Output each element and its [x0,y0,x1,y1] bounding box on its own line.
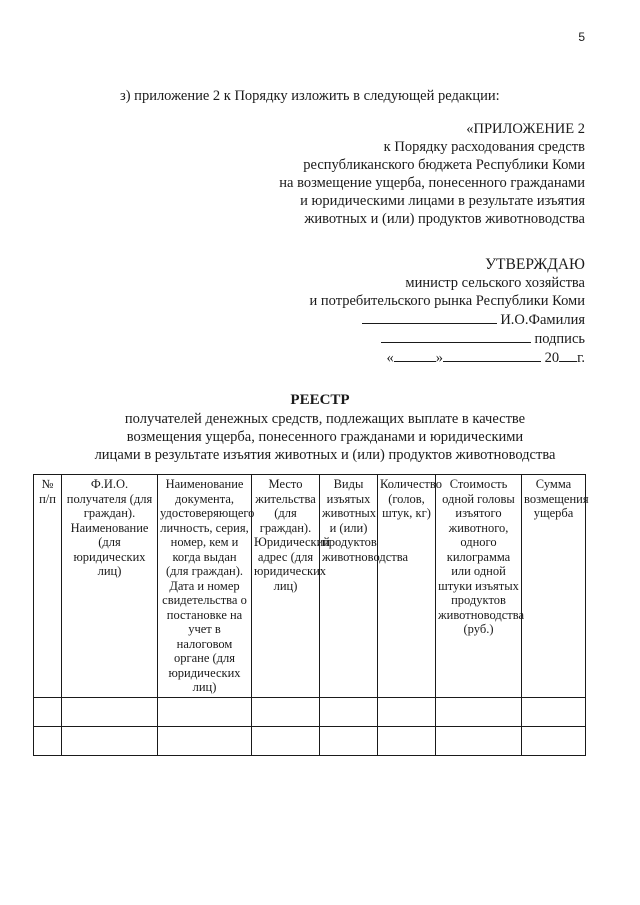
table-header-row [34,475,586,698]
annex-line: на возмещение ущерба, понесенного гражданами [279,175,585,191]
table-cell [158,726,252,755]
header-animal-types: Виды изъятых животных и (или) продуктов животноводства [320,475,378,698]
approval-date-row [310,348,585,367]
registry-subtitle-line: получателей денежных средств, подлежащих выплате в качестве [124,411,526,427]
header-address: Место жительства (для граждан). Юридический адрес (для юридических лиц) [252,475,320,698]
approval-signature-row [310,329,585,348]
approver-name: И.О.Фамилия [500,312,585,328]
header-compensation-sum: Сумма возмещения ущерба [522,475,586,698]
intro-paragraph: з) приложение 2 к Порядку изложить в следующей редакции: [120,88,500,104]
date-close-quote: » [435,350,443,366]
table-cell [34,726,62,755]
annex-header [279,120,585,228]
table-cell [320,726,378,755]
annex-line: республиканского бюджета Республики Коми [303,157,585,173]
day-underline [394,348,436,362]
registry-subtitle-line: лицами в результате изъятия животных и (или) продуктов животноводства [94,447,556,463]
table-cell [378,726,436,755]
annex-line: к Порядку расходования средств [383,139,585,155]
approval-block [310,256,585,367]
table-body [34,697,586,755]
signature-underline [381,329,531,343]
table-cell [436,697,522,726]
header-number: № п/п [34,475,62,698]
registry-title: РЕЕСТР [290,392,350,408]
header-unit-cost: Стоимость одной головы изъятого животного, одного килограмма или одной штуки изъятых продуктов животноводства (руб.) [436,475,522,698]
table-row [34,726,586,755]
date-open-quote: « [386,350,394,366]
header-document: Наименование документа, удостоверяющего личность, серия, номер, кем и когда выдан (для граждан). Дата и номер свидетельства о постановке на учет в налоговом органе (для юридических лиц) [158,475,252,698]
table-cell [62,726,158,755]
table-cell [62,697,158,726]
registry-subtitle-line: возмещения ущерба, понесенного гражданами и юридическими [126,429,524,445]
header-quantity: Количество (голов, штук, кг) [378,475,436,698]
table-cell [320,697,378,726]
table-cell [522,726,586,755]
date-year: 20 [544,350,560,366]
table-cell [158,697,252,726]
approval-title: УТВЕРЖДАЮ [485,256,585,273]
annex-line: «ПРИЛОЖЕНИЕ 2 [466,121,585,137]
date-suffix: г. [577,350,585,366]
annex-line: животных и (или) продуктов животноводства [304,211,585,227]
approval-position-line-1: министр сельского хозяйства [405,275,585,291]
header-recipient: Ф.И.О. получателя (для граждан). Наименование (для юридических лиц) [62,475,158,698]
table-cell [522,697,586,726]
registry-table [33,474,589,756]
table-row [34,697,586,726]
year-underline [559,348,577,362]
approval-position-line-2: и потребительского рынка Республики Коми [309,293,585,309]
registry-subtitle [60,410,590,464]
annex-line: и юридическими лицами в результате изъятия [300,193,585,209]
name-underline [362,310,497,324]
table-cell [436,726,522,755]
table-cell [34,697,62,726]
page-number: 5 [578,30,585,44]
table-cell [252,697,320,726]
table-cell [378,697,436,726]
table-cell [252,726,320,755]
month-underline [443,348,541,362]
approval-name-row [310,310,585,329]
signature-label: подпись [534,331,585,347]
